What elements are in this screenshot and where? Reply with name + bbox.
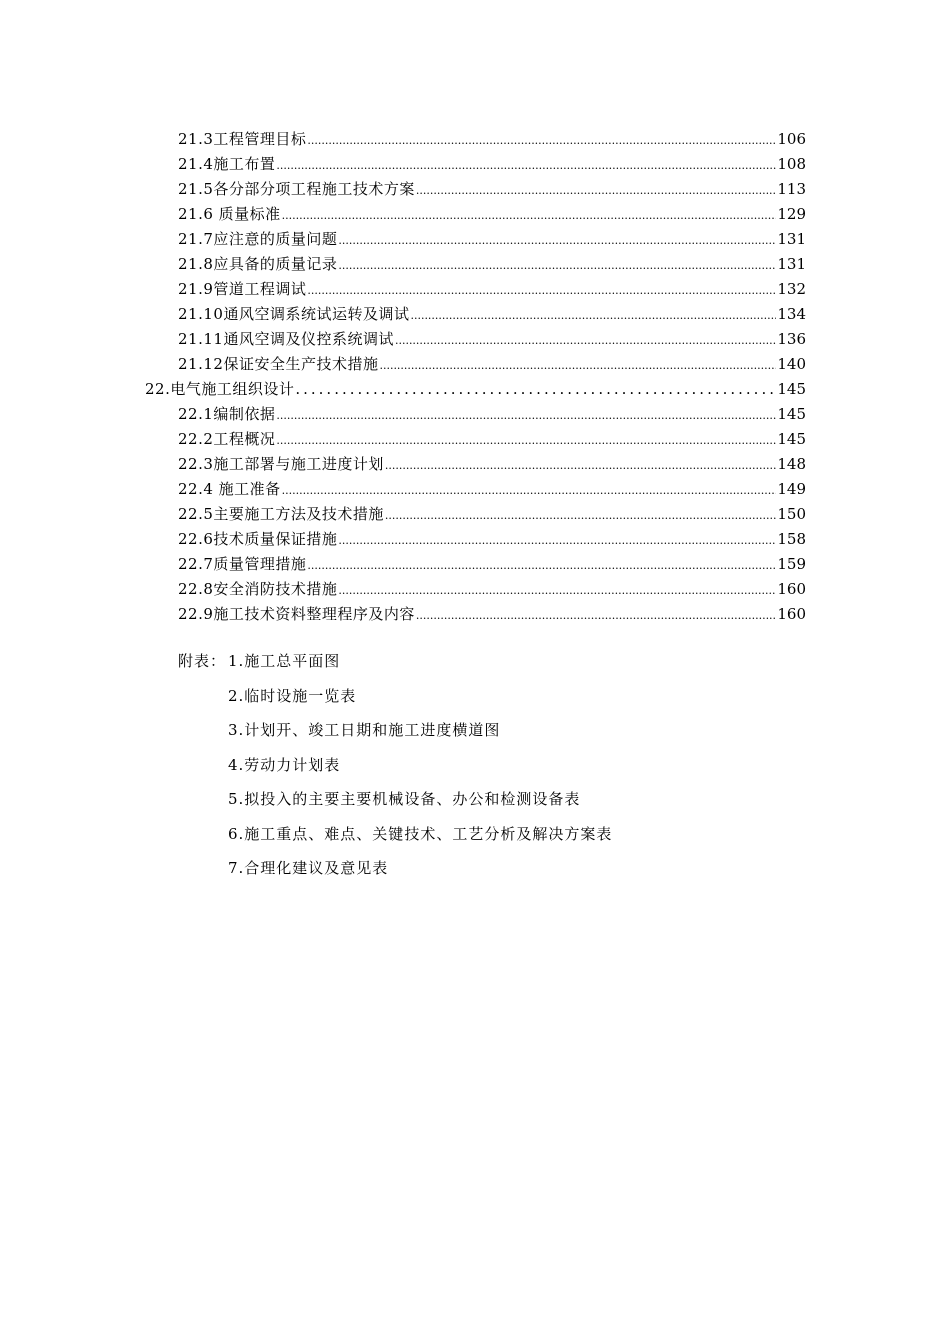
toc-page-number: 129 [777,205,806,223]
toc-section-entry[interactable] [0,603,806,628]
appendix-item-text: 3.计划开、竣工日期和施工进度横道图 [228,721,501,739]
appendix-item [0,685,950,720]
toc-page-number: 131 [777,255,806,273]
toc-page-number: 145 [777,405,806,423]
toc-entry-title: 21.3工程管理目标 [178,130,307,148]
toc-page-number: 160 [777,605,806,623]
toc-page-number: 159 [777,555,806,573]
toc-entry-title: 21.10通风空调系统试运转及调试 [178,305,410,323]
toc-entry-title: 22.电气施工组织设计 [145,380,295,398]
toc-entry-title: 22.1编制依据 [178,405,276,423]
toc-section-entry[interactable] [0,428,806,453]
toc-dot-leader [338,230,776,252]
toc-entry-title: 21.8应具备的质量记录 [178,255,338,273]
appendix-list [0,650,950,892]
appendix-label: 附表： [178,652,227,670]
toc-dot-leader [276,430,776,452]
table-of-contents [0,128,950,628]
toc-dot-leader [276,155,776,177]
toc-entry-title: 22.3施工部署与施工进度计划 [178,455,384,473]
toc-page-number: 150 [777,505,806,523]
toc-entry-title: 21.9管道工程调试 [178,280,307,298]
toc-section-entry[interactable] [0,478,806,503]
toc-page-number: 145 [777,380,806,398]
toc-dot-leader [385,505,776,527]
appendix-item [0,719,950,754]
toc-dot-leader [379,355,776,377]
toc-dot-leader [307,130,776,152]
toc-section-entry[interactable] [0,403,806,428]
toc-dot-leader [416,180,776,202]
toc-section-entry[interactable] [0,303,806,328]
toc-dot-leader [338,530,776,552]
appendix-item-text: 4.劳动力计划表 [228,755,341,774]
toc-page-number: 134 [777,305,806,323]
toc-entry-title: 22.4 施工准备 [178,480,281,498]
toc-section-entry[interactable] [0,553,806,578]
toc-section-entry[interactable] [0,203,806,228]
appendix-item-text: 6.施工重点、难点、关键技术、工艺分析及解决方案表 [228,824,613,843]
toc-entry-title: 21.11通风空调及仪控系统调试 [178,330,394,348]
toc-dot-leader [385,455,776,477]
toc-dot-leader [295,378,776,400]
toc-dot-leader [338,255,776,277]
toc-page-number: 136 [777,330,806,348]
toc-page-number: 158 [777,530,806,548]
appendix-item [0,650,950,685]
toc-page-number: 106 [777,130,806,148]
toc-dot-leader [410,305,776,327]
toc-dot-leader [338,580,776,602]
toc-dot-leader [307,555,776,577]
appendix-item [0,788,950,823]
toc-entry-title: 21.12保证安全生产技术措施 [178,355,379,373]
appendix-item-text: 5.拟投入的主要主要机械设备、办公和检测设备表 [228,790,581,808]
toc-section-entry[interactable] [0,278,806,303]
toc-section-entry[interactable] [0,253,806,278]
appendix-item [0,857,950,892]
appendix-item [0,754,950,789]
toc-entry-title: 22.5主要施工方法及技术措施 [178,505,384,523]
toc-section-entry[interactable] [0,153,806,178]
toc-dot-leader [282,480,777,502]
toc-entry-title: 22.8安全消防技术措施 [178,580,338,598]
appendix-item-text: 7.合理化建议及意见表 [228,859,389,877]
toc-page-number: 148 [777,455,806,473]
appendix-item [0,823,950,858]
toc-chapter-entry[interactable] [0,378,806,403]
toc-page-number: 149 [777,480,806,498]
toc-page-number: 108 [777,155,806,173]
toc-page-number: 145 [777,430,806,448]
toc-page-number: 160 [777,580,806,598]
toc-section-entry[interactable] [0,578,806,603]
toc-section-entry[interactable] [0,228,806,253]
toc-section-entry[interactable] [0,328,806,353]
toc-entry-title: 22.2工程概况 [178,430,276,448]
toc-entry-title: 21.4施工布置 [178,155,276,173]
toc-page-number: 140 [777,355,806,373]
toc-entry-title: 22.6技术质量保证措施 [178,530,338,548]
toc-entry-title: 22.9施工技术资料整理程序及内容 [178,605,415,623]
toc-dot-leader [276,405,776,427]
toc-dot-leader [416,605,776,627]
toc-page-number: 113 [777,180,806,198]
toc-dot-leader [307,280,776,302]
toc-page-number: 131 [777,230,806,248]
toc-section-entry[interactable] [0,503,806,528]
toc-section-entry[interactable] [0,353,806,378]
appendix-item-text: 1.施工总平面图 [228,652,341,670]
toc-entry-title: 21.5各分部分项工程施工技术方案 [178,180,415,198]
toc-dot-leader [282,205,777,227]
toc-page-number: 132 [777,280,806,298]
toc-section-entry[interactable] [0,528,806,553]
toc-section-entry[interactable] [0,128,806,153]
toc-section-entry[interactable] [0,453,806,478]
toc-entry-title: 22.7质量管理措施 [178,555,307,573]
appendix-item-text: 2.临时设施一览表 [228,686,357,705]
toc-section-entry[interactable] [0,178,806,203]
toc-dot-leader [395,330,776,352]
toc-entry-title: 21.6 质量标准 [178,205,281,223]
toc-entry-title: 21.7应注意的质量问题 [178,230,338,248]
